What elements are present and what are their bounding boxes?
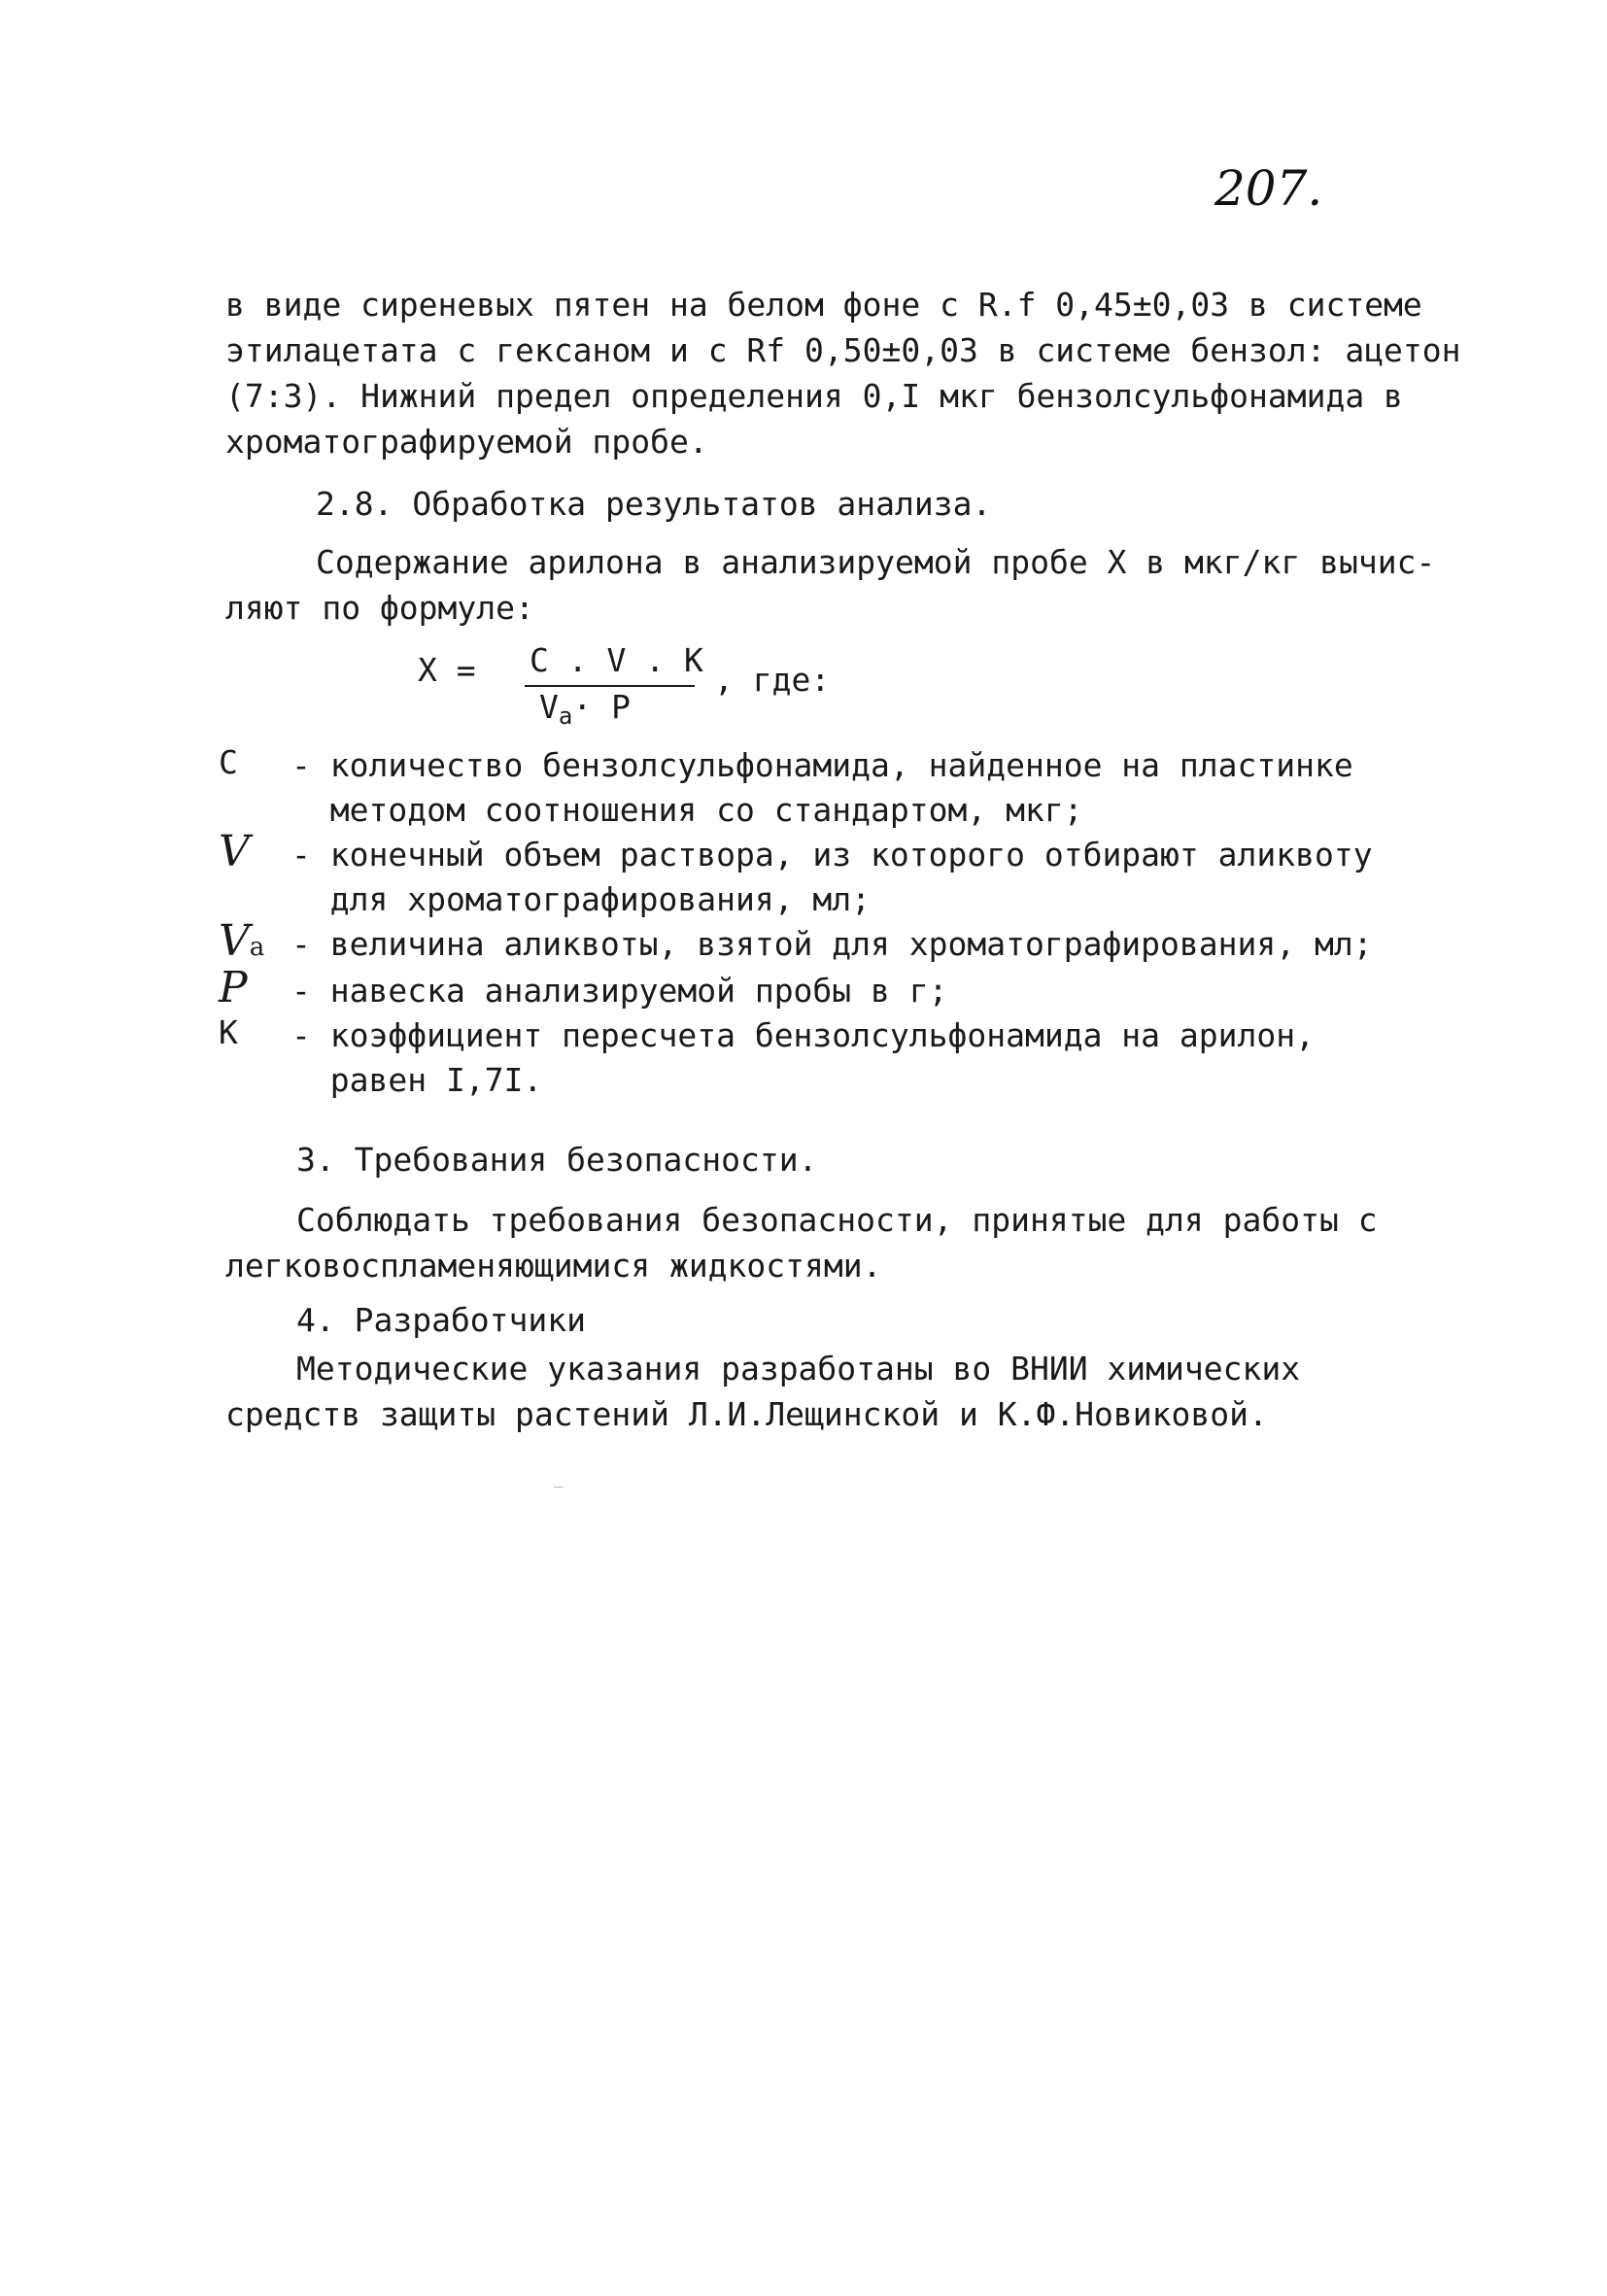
text-line: этилацетата с гексаном и с Rf 0,50±0,03 в системе бензол: ацетон bbox=[225, 331, 1461, 369]
fraction-bar bbox=[525, 685, 695, 687]
definition-symbol: Va bbox=[219, 916, 265, 966]
definition-symbol: V bbox=[219, 827, 250, 876]
section-3-heading: 3. Требования безопасности. bbox=[296, 1141, 818, 1179]
text-line: Содержание арилона в анализируемой пробе Х в мкг/кг вычис- bbox=[316, 543, 1436, 581]
text-line: средств защиты растений Л.И.Лещинской и К.Ф.Новиковой. bbox=[225, 1395, 1268, 1433]
definition-text: - конечный объем раствора, из которого отбирают аликвоту для хроматографирования, мл; bbox=[291, 836, 1373, 918]
definition-symbol: K bbox=[219, 1013, 238, 1051]
formula-numerator: C . V . K bbox=[530, 641, 703, 679]
section-4-heading: 4. Разработчики bbox=[296, 1301, 587, 1339]
text-line: ляют по формуле: bbox=[225, 589, 534, 627]
text-line: Методические указания разработаны во ВНИИ химических bbox=[296, 1350, 1301, 1388]
definition-text: - коэффициент пересчета бензолсульфонамида на арилон, равен I,7I. bbox=[291, 1016, 1315, 1099]
text-line: в виде сиреневых пятен на белом фоне с R.f 0,45±0,03 в системе bbox=[225, 286, 1422, 324]
page-mark bbox=[554, 1487, 564, 1488]
formula bbox=[418, 641, 904, 738]
definition-symbol: C bbox=[219, 743, 238, 781]
formula-lhs: X = bbox=[418, 651, 476, 689]
text-line: хроматографируемой пробе. bbox=[225, 423, 708, 461]
definition-text: - навеска анализируемой пробы в г; bbox=[291, 972, 948, 1010]
text-line: (7:3). Нижний предел определения 0,I мкг бензолсульфонамида в bbox=[225, 377, 1403, 415]
definition-text: - количество бензолсульфонамида, найденное на пластинке методом соотношения со стандартом, мкг; bbox=[291, 746, 1353, 829]
definition-text: - величина аликвоты, взятой для хроматографирования, мл; bbox=[291, 925, 1373, 963]
formula-where: , где: bbox=[714, 661, 831, 699]
page-number: 207. bbox=[1214, 160, 1323, 217]
text-line: Соблюдать требования безопасности, принятые для работы с bbox=[296, 1201, 1378, 1239]
text-line: легковоспламеняющимися жидкостями. bbox=[225, 1247, 882, 1285]
definition-symbol: P bbox=[219, 963, 248, 1012]
section-2-8-heading: 2.8. Обработка результатов анализа. bbox=[316, 485, 992, 523]
formula-denominator: Va· P bbox=[539, 688, 631, 730]
